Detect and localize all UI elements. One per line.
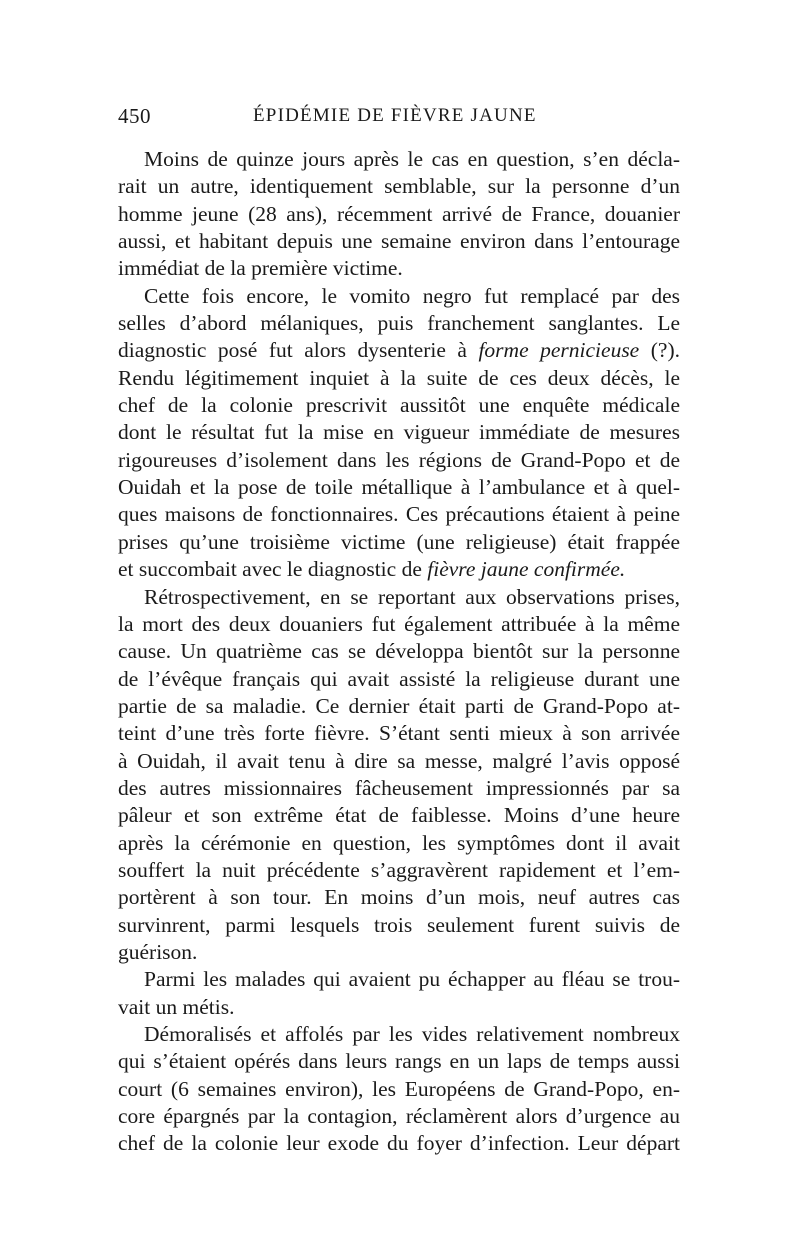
text-line: court (6 semaines environ), les Européens de Grand-Popo, en- xyxy=(118,1076,680,1101)
text-line: de l’évêque français qui avait assisté la religieuse durant une xyxy=(118,666,680,691)
text-line: après la cérémonie en question, les symptômes dont il avait xyxy=(118,830,680,855)
text-line: guérison. xyxy=(118,939,198,964)
text-line: ques maisons de fonctionnaires. Ces précautions étaient à peine xyxy=(118,502,680,527)
body-text xyxy=(118,146,680,1158)
text-line: Cette fois encore, le vomito negro fut remplacé par des xyxy=(144,283,680,308)
text-line: homme jeune (28 ans), récemment arrivé de France, douanier xyxy=(118,201,680,226)
text-line: aussi, et habitant depuis une semaine environ dans l’entourage xyxy=(118,229,680,254)
text-line xyxy=(118,556,680,583)
text-line: portèrent à son tour. En moins d’un mois, neuf autres cas xyxy=(118,885,680,910)
text-line: prises qu’une troisième victime (une religieuse) était frappée xyxy=(118,529,680,554)
italic-phrase: forme pernicieuse xyxy=(478,338,640,363)
text-line: immédiat de la première victime. xyxy=(118,256,403,281)
text-line: à Ouidah, il avait tenu à dire sa messe, malgré l’avis opposé xyxy=(118,748,680,773)
italic-phrase: fièvre jaune confirmée. xyxy=(427,557,626,582)
running-title: ÉPIDÉMIE DE FIÈVRE JAUNE xyxy=(253,105,537,126)
text-line: survinrent, parmi lesquels trois seulement furent suivis de xyxy=(118,912,680,937)
text-line: qui s’étaient opérés dans leurs rangs en un laps de temps aussi xyxy=(118,1049,680,1074)
text-segment: (?). xyxy=(639,338,680,363)
text-line: chef de la colonie leur exode du foyer d’infection. Leur départ xyxy=(118,1131,680,1156)
text-line: Rétrospectivement, en se reportant aux observations prises, xyxy=(144,584,680,609)
text-line xyxy=(118,337,680,364)
text-line: chef de la colonie prescrivit aussitôt une enquête médicale xyxy=(118,393,680,418)
page-number: 450 xyxy=(118,104,151,128)
text-line: partie de sa maladie. Ce dernier était parti de Grand-Popo at- xyxy=(118,693,680,718)
running-head xyxy=(118,104,678,136)
text-line: dont le résultat fut la mise en vigueur immédiate de mesures xyxy=(118,420,680,445)
text-line: vait un métis. xyxy=(118,994,235,1019)
text-segment: diagnostic posé fut alors dysenterie à xyxy=(118,338,479,363)
text-line: Ouidah et la pose de toile métallique à l’ambulance et à quel- xyxy=(118,475,680,500)
text-line: Moins de quinze jours après le cas en question, s’en décla- xyxy=(144,147,680,171)
text-line: selles d’abord mélaniques, puis franchement sanglantes. Le xyxy=(118,311,680,336)
text-line: Rendu légitimement inquiet à la suite de ces deux décès, le xyxy=(118,365,680,390)
text-line: Parmi les malades qui avaient pu échapper au fléau se trou- xyxy=(144,967,680,992)
text-line: pâleur et son extrême état de faiblesse. Moins d’une heure xyxy=(118,803,680,828)
text-line: des autres missionnaires fâcheusement impressionnés par sa xyxy=(118,775,680,800)
text-line: la mort des deux douaniers fut également attribuée à la même xyxy=(118,611,680,636)
text-line: core épargnés par la contagion, réclamèrent alors d’urgence au xyxy=(118,1104,680,1129)
text-line: Démoralisés et affolés par les vides relativement nombreux xyxy=(144,1022,680,1046)
text-line: rait un autre, identiquement semblable, sur la personne d’un xyxy=(118,174,680,199)
text-line: rigoureuses d’isolement dans les régions de Grand-Popo et de xyxy=(118,447,680,472)
text-line: teint d’une très forte fièvre. S’étant senti mieux à son arrivée xyxy=(118,721,680,746)
text-segment: et succombait avec le diagnostic de xyxy=(118,557,428,582)
text-line: souffert la nuit précédente s’aggravèrent rapidement et l’em- xyxy=(118,857,680,882)
text-line: cause. Un quatrième cas se développa bientôt sur la personne xyxy=(118,639,680,664)
